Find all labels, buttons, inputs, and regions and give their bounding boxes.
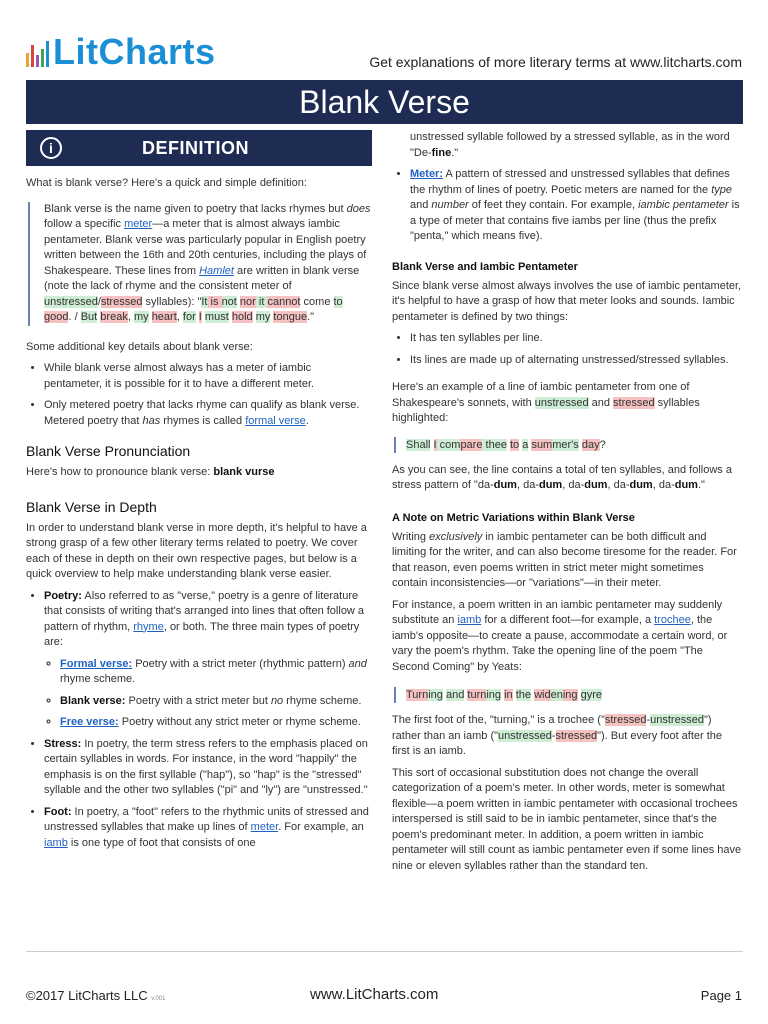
- iamb-continuation: unstressed syllable followed by a stressed syllable, as in the word "De-fine.": [410, 131, 730, 159]
- iambic-pentameter-list: [392, 331, 742, 368]
- details-intro: Some additional key details about blank verse:: [26, 340, 253, 353]
- iamb-link-2[interactable]: iamb: [457, 614, 482, 626]
- pronunciation-heading: Blank Verse Pronunciation: [26, 443, 191, 459]
- definition-intro: What is blank verse? Here's a quick and simple definition:: [26, 177, 307, 189]
- metric-variations-heading: A Note on Metric Variations within Blank Verse: [392, 511, 635, 524]
- free-verse-link[interactable]: Free verse:: [60, 716, 119, 728]
- definition-quote-text: Blank verse is the name given to poetry that lacks rhymes but does follow a specific meter—a meter that is almost always iambic pentameter. Blank verse was particularly popular in English poetry written between the 16th and 20th centuries, including the plays of Shakespeare. These lines from Hamlet are written in blank verse (note the lack of rhyme and the consistent meter of unstressed/stressed syllables): "It is not nor it cannot come to good. / But break, my heart, for I must hold my tongue.": [44, 202, 371, 323]
- logo-bars-icon: [26, 37, 49, 67]
- list-item: ◦ Formal verse: Poetry with a strict meter (rhythmic pattern) and rhyme scheme.: [60, 657, 372, 688]
- litcharts-logo[interactable]: [26, 30, 216, 74]
- logo-text: LitCharts: [53, 31, 216, 72]
- yeats-example: Turning and turning in the widening gyre: [394, 687, 742, 703]
- iambic-pentameter-text: Since blank verse almost always involves the use of iambic pentameter, it's helpful to have a grasp of how that meter looks and sounds. Iambic pentameter is defined by two things:: [392, 279, 742, 323]
- meter-link-2[interactable]: meter: [250, 821, 279, 833]
- list-item: • Stress: In poetry, the term stress refers to the emphasis placed on certain syllables in words. For instance, in the word "happily" the emphasis is on the first syllable ("hap"), so "hap" is the "stressed" syllable and the other two syllables ("pi" and "ly") are "unstressed.": [44, 737, 372, 799]
- list-item: • Foot: In poetry, a "foot" refers to the rhythmic units of stressed and unstressed syllables that make up lines of meter. For example, an iamb is one type of foot that consists of one: [44, 805, 372, 852]
- definition-banner: [26, 130, 372, 166]
- meter-link[interactable]: meter: [124, 218, 153, 230]
- iamb-link[interactable]: iamb: [44, 836, 68, 849]
- title-bar: [26, 80, 743, 124]
- pronunciation-text: Here's how to pronounce blank verse: blank vurse: [26, 466, 275, 478]
- list-item: • Its lines are made up of alternating unstressed/stressed syllables.: [410, 353, 742, 369]
- substitution-paragraph: This sort of occasional substitution does not change the overall categorization of a poem's meter. In other words, meter is somewhat flexible—a poem written in iambic pentameter with occasional trochees interspersed is still said to be in iambic pentameter, since that's the poem's predominant meter. In addition, a poem written in iambic pentameter will still count as iambic pentameter even if some lines have nine or eleven syllables rather than the standard ten.: [392, 766, 742, 872]
- footer-divider: [26, 951, 743, 952]
- list-item: • It has ten syllables per line.: [410, 331, 742, 347]
- metric-variations-p2: For instance, a poem written in an iambic pentameter may suddenly substitute an iamb for a different foot—for example, a trochee, the iamb's opposite—to create a pause, accommodate a certain word, or vary the poem's rhythm. Take the opening line of the poem "The Second Coming" by Yeats:: [392, 598, 728, 673]
- footer-site-link[interactable]: www.LitCharts.com: [310, 986, 439, 1003]
- footer-page-number: Page 1: [700, 988, 742, 1003]
- meter-term-link[interactable]: Meter:: [410, 168, 444, 180]
- list-item: • Poetry: Also referred to as "verse," poetry is a genre of literature that consists of writing that's arranged into lines that often follow a pattern of rhythm, rhyme, or both. The three main types of poetry are: ◦ Formal verse: Poetry with a strict meter (rhythmic pattern) and rhyme scheme. ◦ Blank verse: Poetry with a strict meter but no rhyme scheme. ◦ Free verse: Poetry without any strict meter or rhyme scheme.: [44, 589, 372, 731]
- stress-pattern-text: As you can see, the line contains a total of ten syllables, and follows a stress pattern of "da-dum, da-dum, da-dum, da-dum, da-dum.": [392, 463, 732, 491]
- definition-heading: DEFINITION: [142, 137, 249, 158]
- page-title: Blank Verse: [299, 84, 470, 120]
- poetry-types-list: [44, 657, 372, 731]
- definition-quote: [28, 202, 372, 326]
- hamlet-link[interactable]: Hamlet: [199, 264, 234, 277]
- list-item: • Meter: A pattern of stressed and unstressed syllables that defines the rhythm of lines of poetry. Poetic meters are named for the type and number of feet they contain. For example, iambic pentameter is a type of meter that contains five iambs per line (thus the prefix "penta," which means five).: [410, 167, 742, 245]
- list-item: ◦ Blank verse: Poetry with a strict meter but no rhyme scheme.: [60, 694, 372, 710]
- example-intro: Here's an example of a line of iambic pentameter from one of Shakespeare's sonnets, with unstressed and stressed syllables highlighted:: [392, 381, 700, 424]
- header-tagline: Get explanations of more literary terms at www.litcharts.com: [369, 54, 742, 70]
- formal-verse-link[interactable]: formal verse: [245, 414, 306, 427]
- page-header: [0, 0, 768, 80]
- meter-list: [392, 167, 742, 245]
- left-column: [26, 130, 372, 857]
- iambic-pentameter-heading: Blank Verse and Iambic Pentameter: [392, 260, 578, 273]
- metric-variations-p1: Writing exclusively in iambic pentameter can be both difficult and limiting for the writer, and can also become tiresome for the reader. For that reason, even poems written in strict meter might sometimes contain inconsistencies—or "variations"—in their meter.: [392, 530, 737, 589]
- right-column: [392, 130, 742, 874]
- formal-verse-term-link[interactable]: Formal verse:: [60, 657, 133, 670]
- list-item: ◦ Free verse: Poetry without any strict meter or rhyme scheme.: [60, 715, 372, 731]
- terms-list: [26, 589, 372, 852]
- rhyme-link[interactable]: rhyme: [133, 620, 164, 633]
- trochee-explanation: The first foot of the, "turning," is a trochee ("stressed-unstressed") rather than an iamb ("unstressed-stressed"). But every foot after the first is an iamb.: [392, 714, 723, 757]
- details-list: [26, 361, 372, 429]
- footer-copyright: ©2017 LitCharts LLC v.001: [26, 988, 166, 1003]
- depth-heading: Blank Verse in Depth: [26, 498, 157, 515]
- info-icon: i: [40, 137, 62, 159]
- sonnet-example: Shall I compare thee to a summer's day?: [394, 437, 742, 453]
- depth-intro: In order to understand blank verse in more depth, it's helpful to have a strong grasp of a few other literary terms related to poetry. We cover each of these in depth on their own respective pages, but below is a quick overview to help make understanding blank verse easier.: [26, 521, 367, 580]
- list-item: • While blank verse almost always has a meter of iambic pentameter, it is possible for it to have a different meter.: [44, 361, 372, 392]
- trochee-link[interactable]: trochee: [654, 614, 691, 626]
- list-item: • Only metered poetry that lacks rhyme can qualify as blank verse. Metered poetry that has rhymes is called formal verse.: [44, 398, 372, 429]
